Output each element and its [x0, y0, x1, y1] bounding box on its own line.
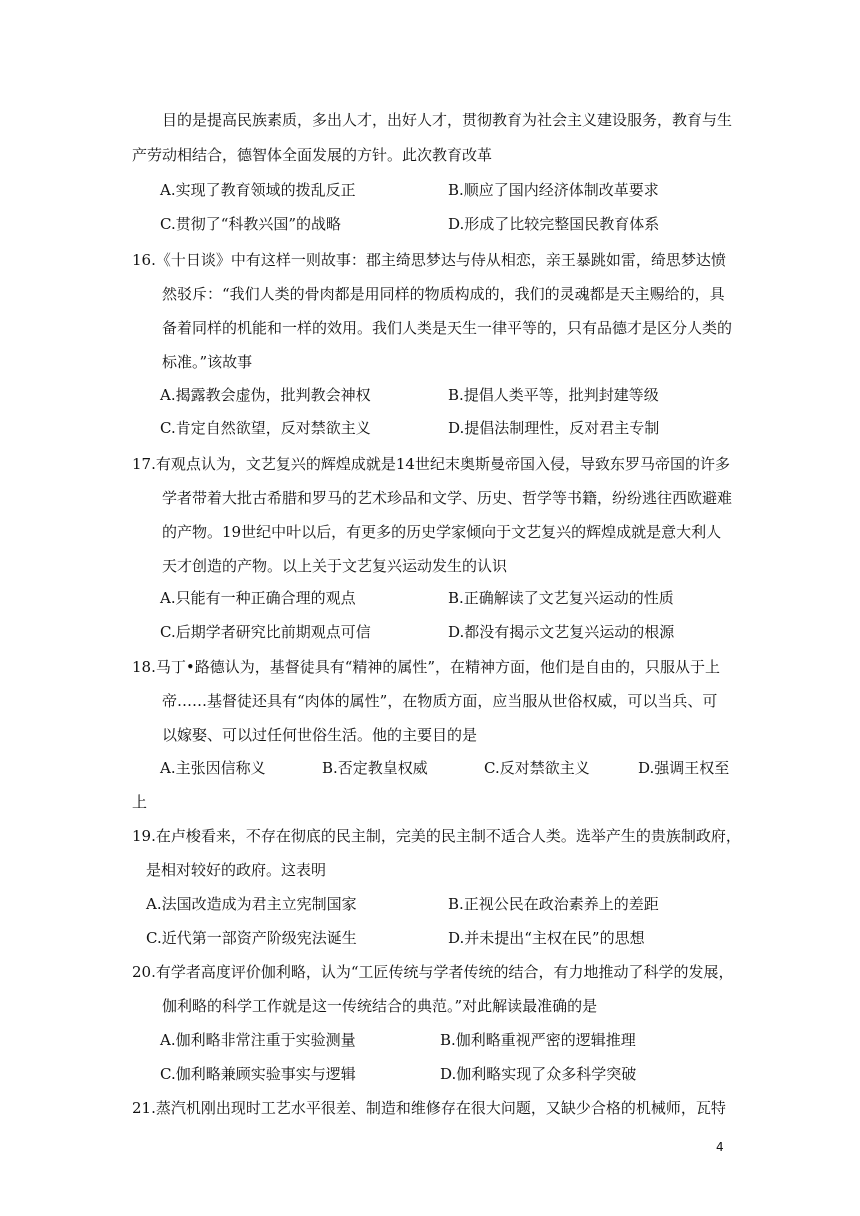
q16-stem-line-4: 标准。”该故事 — [162, 353, 253, 371]
q17-stem-line-2: 学者带着大批古希腊和罗马的艺术珍品和文学、历史、哲学等书籍，纷纷逃往西欧避难 — [162, 489, 733, 507]
q20-option-a: A.伽利略非常注重于实验测量 — [160, 1031, 356, 1049]
q16-option-a: A.揭露教会虚伪，批判教会神权 — [160, 386, 371, 404]
q18-option-a: A.主张因信称义 — [160, 759, 266, 777]
q15-option-b: B.顺应了国内经济体制改革要求 — [448, 181, 659, 199]
q15-stem-line-2: 产劳动相结合，德智体全面发展的方针。此次教育改革 — [132, 146, 493, 164]
q19-option-b: B.正视公民在政治素养上的差距 — [448, 895, 659, 913]
q17-stem-line-1: 17.有观点认为，文艺复兴的辉煌成就是14世纪末奥斯曼帝国入侵，导致东罗马帝国的许多 — [132, 455, 730, 473]
q18-option-d: D.强调王权至 — [638, 759, 730, 777]
q20-option-b: B.伽利略重视严密的逻辑推理 — [440, 1031, 636, 1049]
q16-option-c: C.肯定自然欲望，反对禁欲主义 — [160, 419, 371, 437]
q18-stem-line-2: 帝……基督徒还具有“肉体的属性”，在物质方面，应当服从世俗权威，可以当兵、可 — [162, 692, 718, 710]
q19-option-a: A.法国改造成为君主立宪制国家 — [146, 895, 357, 913]
q16-stem-line-2: 然驳斥：“我们人类的骨肉都是用同样的物质构成的，我们的灵魂都是天主赐给的，具 — [162, 285, 725, 303]
q16-stem-line-3: 备着同样的机能和一样的效用。我们人类是天生一律平等的，只有品德才是区分人类的 — [162, 319, 733, 337]
q19-option-d: D.并未提出“主权在民”的思想 — [448, 929, 645, 947]
q17-option-a: A.只能有一种正确合理的观点 — [160, 589, 356, 607]
q20-option-d: D.伽利略实现了众多科学突破 — [440, 1065, 637, 1083]
q18-option-b: B.否定教皇权威 — [322, 759, 428, 777]
q17-stem-line-3: 的产物。19世纪中叶以后，有更多的历史学家倾向于文艺复兴的辉煌成就是意大利人 — [162, 523, 722, 541]
q20-stem-line-1: 20.有学者高度评价伽利略，认为“工匠传统与学者传统的结合，有力地推动了科学的发展， — [132, 963, 734, 981]
q17-stem-line-4: 天才创造的产物。以上关于文艺复兴运动发生的认识 — [162, 557, 508, 575]
q17-option-d: D.都没有揭示文艺复兴运动的根源 — [448, 623, 675, 641]
q15-option-c: C.贯彻了“科教兴国”的战略 — [160, 215, 342, 233]
q20-stem-line-2: 伽利略的科学工作就是这一传统结合的典范。”对此解读最准确的是 — [162, 997, 598, 1015]
q15-option-d: D.形成了比较完整国民教育体系 — [448, 215, 660, 233]
q17-option-b: B.正确解读了文艺复兴运动的性质 — [448, 589, 674, 607]
q16-stem-line-1: 16.《十日谈》中有这样一则故事：郡主绮思梦达与侍从相恋，亲王暴跳如雷，绮思梦达愤 — [132, 251, 726, 269]
q19-option-c: C.近代第一部资产阶级宪法诞生 — [146, 929, 357, 947]
page-number: 4 — [716, 1140, 724, 1154]
q18-stem-line-3: 以嫁娶、可以过任何世俗生活。他的主要目的是 — [162, 726, 478, 744]
q18-stem-line-1: 18.马丁•路德认为，基督徒具有“精神的属性”，在精神方面，他们是自由的，只服从于上 — [132, 658, 721, 676]
q19-stem-line-1: 19.在卢梭看来，不存在彻底的民主制，完美的民主制不适合人类。选举产生的贵族制政府， — [132, 827, 741, 845]
q21-stem-line-1: 21.蒸汽机刚出现时工艺水平很差、制造和维修存在很大问题，又缺少合格的机械师，瓦特 — [132, 1099, 726, 1117]
q19-stem-line-2: 是相对较好的政府。这表明 — [146, 861, 327, 879]
q18-option-d-wrap: 上 — [132, 793, 148, 811]
q18-option-c: C.反对禁欲主义 — [484, 759, 590, 777]
q20-option-c: C.伽利略兼顾实验事实与逻辑 — [160, 1065, 356, 1083]
q15-stem-line-1: 目的是提高民族素质，多出人才，出好人才，贯彻教育为社会主义建设服务，教育与生 — [162, 111, 733, 129]
q16-option-d: D.提倡法制理性，反对君主专制 — [448, 419, 660, 437]
q17-option-c: C.后期学者研究比前期观点可信 — [160, 623, 371, 641]
q15-option-a: A.实现了教育领域的拨乱反正 — [160, 181, 356, 199]
q16-option-b: B.提倡人类平等，批判封建等级 — [448, 386, 659, 404]
